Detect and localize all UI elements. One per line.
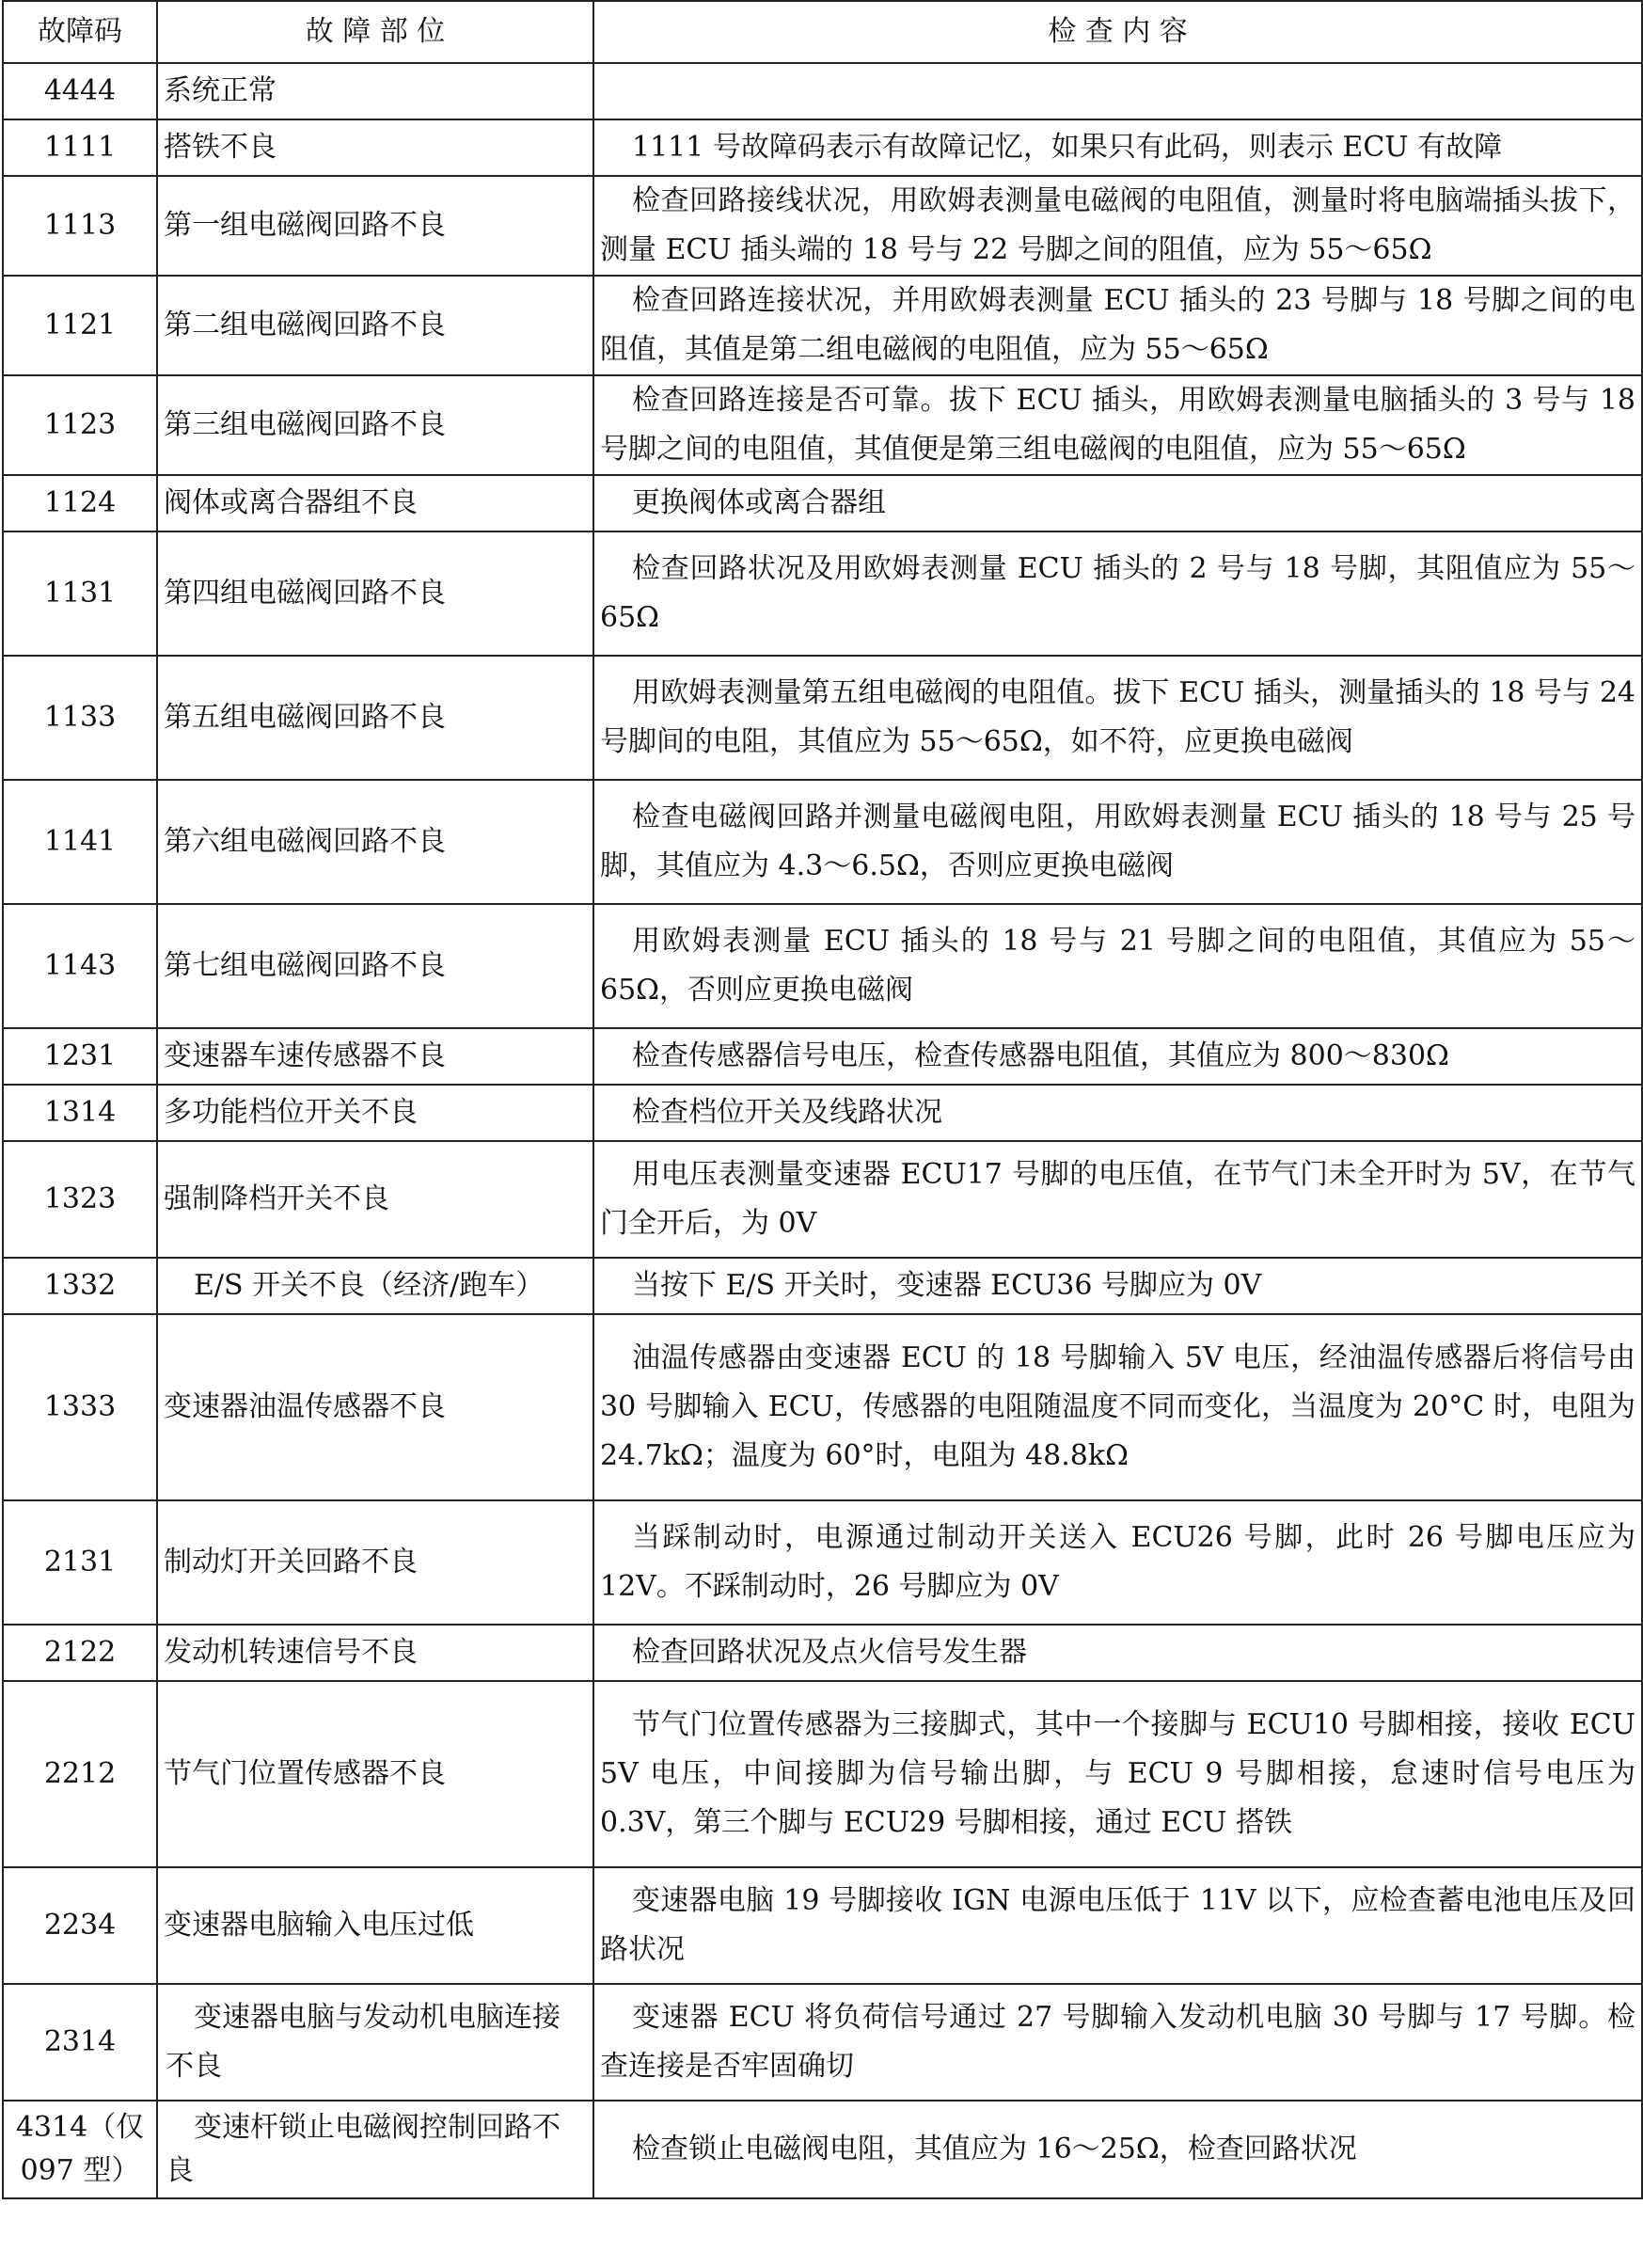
fault-location: 系统正常 — [157, 63, 593, 119]
table-row — [3, 375, 1642, 475]
header-fault-location: 故 障 部 位 — [157, 1, 593, 63]
check-content: 检查电磁阀回路并测量电磁阀电阻，用欧姆表测量 ECU 插头的 18 号与 25 号脚，其值应为 4.3～6.5Ω，否则应更换电磁阀 — [593, 780, 1642, 904]
fault-code: 1333 — [3, 1314, 157, 1500]
table-row — [3, 1141, 1642, 1258]
fault-location: 第二组电磁阀回路不良 — [157, 276, 593, 375]
table-row — [3, 475, 1642, 531]
fault-code: 1111 — [3, 119, 157, 176]
check-content: 检查回路连接是否可靠。拔下 ECU 插头，用欧姆表测量电脑插头的 3 号与 18 号脚之间的电阻值，其值便是第三组电磁阀的电阻值，应为 55～65Ω — [593, 375, 1642, 475]
fault-location: 变速器车速传感器不良 — [157, 1028, 593, 1085]
check-content: 当按下 E/S 开关时，变速器 ECU36 号脚应为 0V — [593, 1258, 1642, 1314]
fault-code: 2131 — [3, 1500, 157, 1625]
fault-location: 第六组电磁阀回路不良 — [157, 780, 593, 904]
fault-location: 第五组电磁阀回路不良 — [157, 656, 593, 780]
check-content: 1111 号故障码表示有故障记忆，如果只有此码，则表示 ECU 有故障 — [593, 119, 1642, 176]
check-content: 变速器 ECU 将负荷信号通过 27 号脚输入发动机电脑 30 号脚与 17 号脚。检查连接是否牢固确切 — [593, 1984, 1642, 2101]
fault-location: 阀体或离合器组不良 — [157, 475, 593, 531]
check-content: 油温传感器由变速器 ECU 的 18 号脚输入 5V 电压，经油温传感器后将信号由 30 号脚输入 ECU，传感器的电阻随温度不同而变化，当温度为 20°C 时，电阻为 24.7kΩ；温度为 60°时，电阻为 48.8kΩ — [593, 1314, 1642, 1500]
fault-code: 1123 — [3, 375, 157, 475]
fault-location: 变速器油温传感器不良 — [157, 1314, 593, 1500]
fault-code: 4314（仅 097 型） — [3, 2101, 157, 2198]
table-row — [3, 176, 1642, 276]
table-row — [3, 904, 1642, 1028]
fault-location: 强制降档开关不良 — [157, 1141, 593, 1258]
table-row — [3, 531, 1642, 656]
table-row — [3, 780, 1642, 904]
fault-location: 第四组电磁阀回路不良 — [157, 531, 593, 656]
fault-code: 1332 — [3, 1258, 157, 1314]
table-row — [3, 1625, 1642, 1681]
check-content: 更换阀体或离合器组 — [593, 475, 1642, 531]
table-row — [3, 1085, 1642, 1141]
fault-location: 第一组电磁阀回路不良 — [157, 176, 593, 276]
table-row — [3, 1867, 1642, 1984]
fault-code: 4444 — [3, 63, 157, 119]
check-content — [593, 63, 1642, 119]
check-content: 节气门位置传感器为三接脚式，其中一个接脚与 ECU10 号脚相接，接收 ECU 5V 电压，中间接脚为信号输出脚，与 ECU 9 号脚相接，怠速时信号电压为 0.3V，第三个脚与 ECU29 号脚相接，通过 ECU 搭铁 — [593, 1681, 1642, 1867]
table-row — [3, 1984, 1642, 2101]
table-row — [3, 2101, 1642, 2198]
fault-code: 1323 — [3, 1141, 157, 1258]
fault-location: 第三组电磁阀回路不良 — [157, 375, 593, 475]
table-row — [3, 1681, 1642, 1867]
fault-location: 搭铁不良 — [157, 119, 593, 176]
check-content: 变速器电脑 19 号脚接收 IGN 电源电压低于 11V 以下，应检查蓄电池电压及回路状况 — [593, 1867, 1642, 1984]
table-row — [3, 119, 1642, 176]
fault-code: 2212 — [3, 1681, 157, 1867]
fault-location: 节气门位置传感器不良 — [157, 1681, 593, 1867]
header-fault-code: 故障码 — [3, 1, 157, 63]
fault-code: 2122 — [3, 1625, 157, 1681]
check-content: 当踩制动时，电源通过制动开关送入 ECU26 号脚，此时 26 号脚电压应为 12V。不踩制动时，26 号脚应为 0V — [593, 1500, 1642, 1625]
check-content: 检查档位开关及线路状况 — [593, 1085, 1642, 1141]
fault-code: 1314 — [3, 1085, 157, 1141]
table-row — [3, 1500, 1642, 1625]
fault-code: 2234 — [3, 1867, 157, 1984]
fault-location: 变速器电脑输入电压过低 — [157, 1867, 593, 1984]
fault-code: 2314 — [3, 1984, 157, 2101]
check-content: 检查锁止电磁阀电阻，其值应为 16～25Ω，检查回路状况 — [593, 2101, 1642, 2198]
fault-code: 1121 — [3, 276, 157, 375]
fault-code-table — [2, 0, 1643, 2199]
fault-code: 1131 — [3, 531, 157, 656]
fault-location: 制动灯开关回路不良 — [157, 1500, 593, 1625]
table-row — [3, 656, 1642, 780]
fault-code: 1124 — [3, 475, 157, 531]
check-content: 用欧姆表测量第五组电磁阀的电阻值。拔下 ECU 插头，测量插头的 18 号与 24 号脚间的电阻，其值应为 55～65Ω，如不符，应更换电磁阀 — [593, 656, 1642, 780]
table-row — [3, 63, 1642, 119]
fault-code: 1143 — [3, 904, 157, 1028]
check-content: 检查回路状况及点火信号发生器 — [593, 1625, 1642, 1681]
fault-location: 变速杆锁止电磁阀控制回路不良 — [157, 2101, 593, 2198]
table-header-row — [3, 1, 1642, 63]
fault-code: 1113 — [3, 176, 157, 276]
check-content: 检查回路连接状况，并用欧姆表测量 ECU 插头的 23 号脚与 18 号脚之间的电阻值，其值是第二组电磁阀的电阻值，应为 55～65Ω — [593, 276, 1642, 375]
table-row — [3, 1258, 1642, 1314]
header-check-content: 检 查 内 容 — [593, 1, 1642, 63]
table-row — [3, 276, 1642, 375]
check-content: 用电压表测量变速器 ECU17 号脚的电压值，在节气门未全开时为 5V，在节气门全开后，为 0V — [593, 1141, 1642, 1258]
fault-location: 第七组电磁阀回路不良 — [157, 904, 593, 1028]
check-content: 检查传感器信号电压，检查传感器电阻值，其值应为 800～830Ω — [593, 1028, 1642, 1085]
fault-code: 1133 — [3, 656, 157, 780]
check-content: 用欧姆表测量 ECU 插头的 18 号与 21 号脚之间的电阻值，其值应为 55～65Ω，否则应更换电磁阀 — [593, 904, 1642, 1028]
fault-code: 1141 — [3, 780, 157, 904]
fault-location: 变速器电脑与发动机电脑连接不良 — [157, 1984, 593, 2101]
check-content: 检查回路接线状况，用欧姆表测量电磁阀的电阻值，测量时将电脑端插头拔下，测量 ECU 插头端的 18 号与 22 号脚之间的阻值，应为 55～65Ω — [593, 176, 1642, 276]
table-row — [3, 1314, 1642, 1500]
fault-code: 1231 — [3, 1028, 157, 1085]
check-content: 检查回路状况及用欧姆表测量 ECU 插头的 2 号与 18 号脚，其阻值应为 55～65Ω — [593, 531, 1642, 656]
fault-location: 发动机转速信号不良 — [157, 1625, 593, 1681]
fault-location: 多功能档位开关不良 — [157, 1085, 593, 1141]
table-row — [3, 1028, 1642, 1085]
fault-location: E/S 开关不良（经济/跑车） — [157, 1258, 593, 1314]
